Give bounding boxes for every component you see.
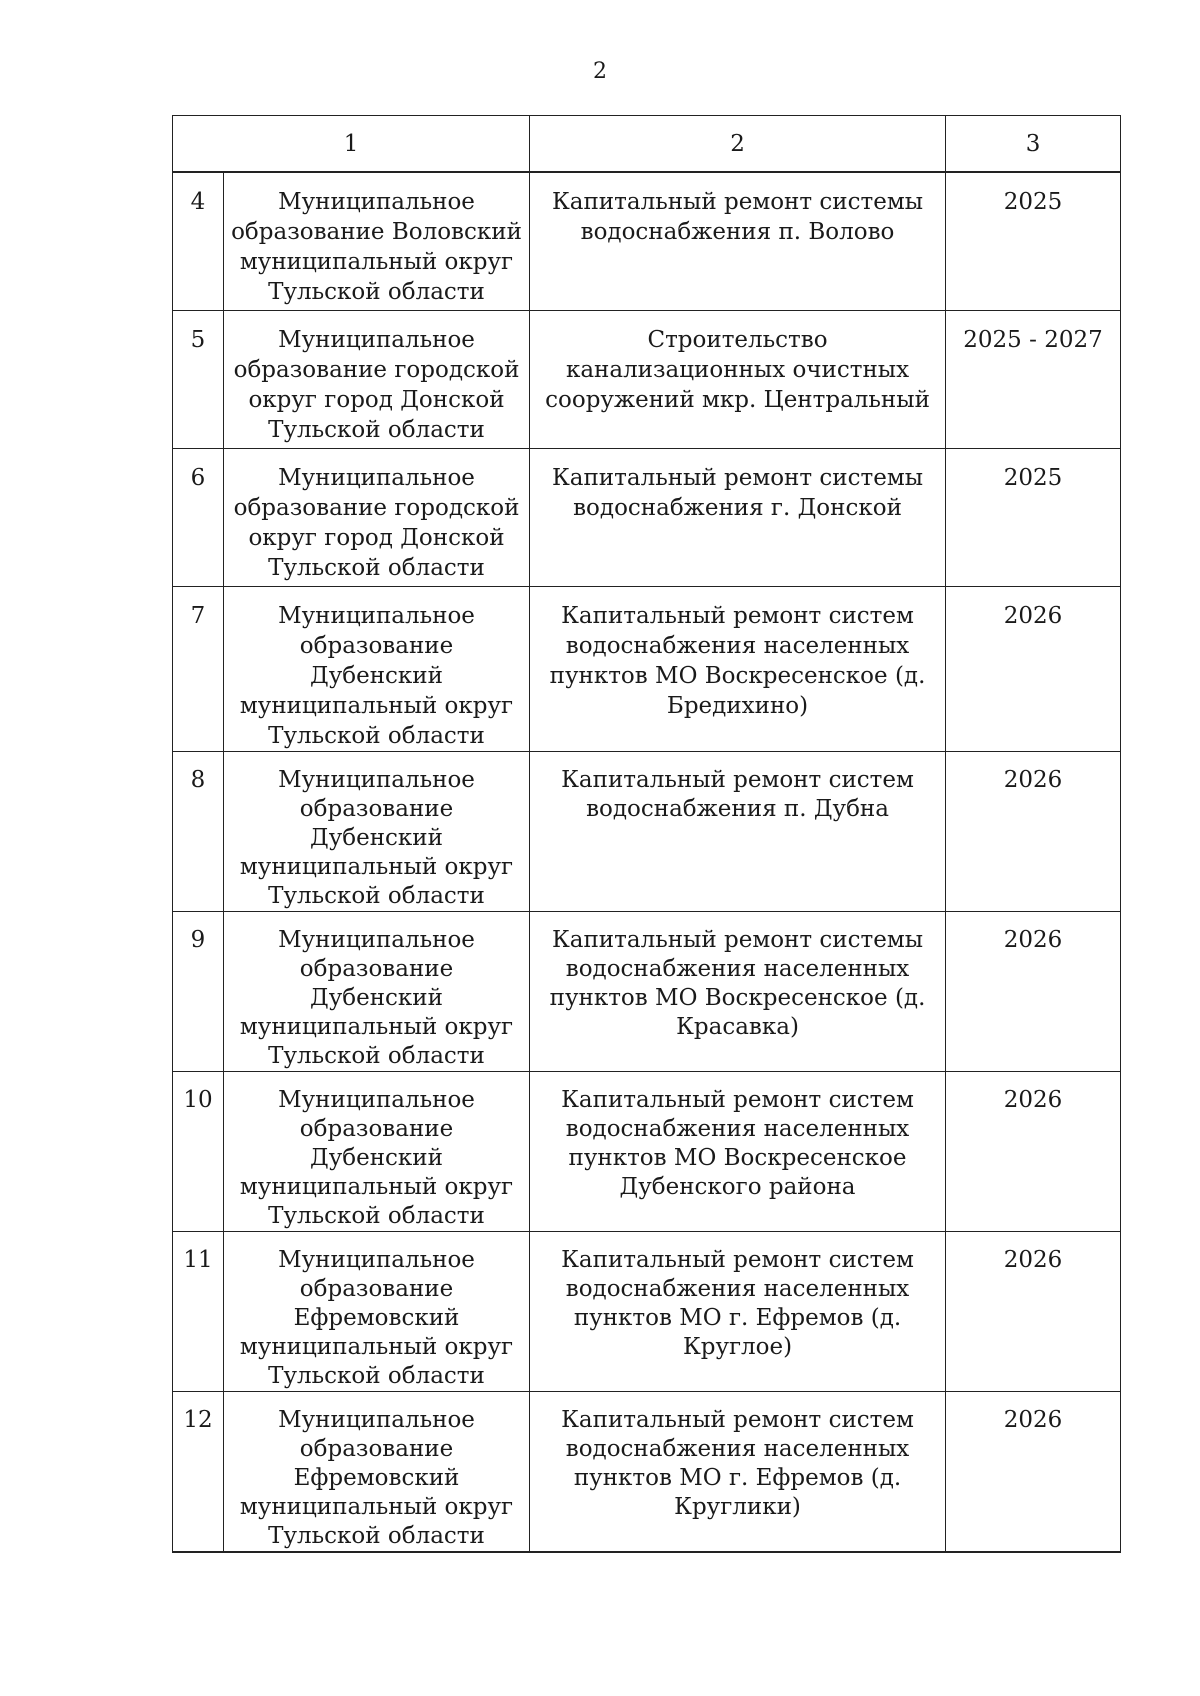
table-row — [173, 172, 1121, 310]
row-number: 10 — [173, 1071, 224, 1231]
year-cell: 2026 — [946, 911, 1121, 1071]
table-body — [173, 172, 1121, 1552]
year-cell: 2026 — [946, 751, 1121, 911]
header-cell-2: 2 — [530, 116, 946, 173]
row-number: 11 — [173, 1231, 224, 1391]
table-row — [173, 310, 1121, 448]
work-cell: Капитальный ремонт системы водоснабжения п. Волово — [530, 172, 946, 310]
work-cell: Строительство канализационных очистных сооружений мкр. Центральный — [530, 310, 946, 448]
row-number: 8 — [173, 751, 224, 911]
work-cell: Капитальный ремонт системы водоснабжения населенных пунктов МО Воскресенское (д. Красавка) — [530, 911, 946, 1071]
work-cell: Капитальный ремонт системы водоснабжения г. Донской — [530, 448, 946, 586]
table-row — [173, 751, 1121, 911]
work-cell: Капитальный ремонт систем водоснабжения населенных пунктов МО Воскресенское Дубенского района — [530, 1071, 946, 1231]
row-number: 6 — [173, 448, 224, 586]
header-cell-1: 1 — [173, 116, 530, 173]
page-number: 2 — [593, 59, 607, 84]
row-number: 7 — [173, 586, 224, 751]
work-cell: Капитальный ремонт систем водоснабжения населенных пунктов МО г. Ефремов (д. Круглое) — [530, 1231, 946, 1391]
municipality-cell: Муниципальное образование Ефремовский муниципальный округ Тульской области — [224, 1231, 530, 1391]
row-number: 12 — [173, 1391, 224, 1552]
year-cell: 2026 — [946, 1391, 1121, 1552]
table-row — [173, 1231, 1121, 1391]
header-row — [173, 116, 1121, 173]
table-row — [173, 1391, 1121, 1552]
table-header — [173, 116, 1121, 173]
municipality-cell: Муниципальное образование Воловский муниципальный округ Тульской области — [224, 172, 530, 310]
year-cell: 2025 — [946, 172, 1121, 310]
year-cell: 2026 — [946, 1071, 1121, 1231]
year-cell: 2026 — [946, 586, 1121, 751]
row-number: 4 — [173, 172, 224, 310]
year-cell: 2025 - 2027 — [946, 310, 1121, 448]
municipality-cell: Муниципальное образование городской округ город Донской Тульской области — [224, 310, 530, 448]
municipality-cell: Муниципальное образование Дубенский муниципальный округ Тульской области — [224, 751, 530, 911]
municipality-cell: Муниципальное образование городской округ город Донской Тульской области — [224, 448, 530, 586]
table-row — [173, 586, 1121, 751]
row-number: 5 — [173, 310, 224, 448]
municipality-cell: Муниципальное образование Дубенский муниципальный округ Тульской области — [224, 911, 530, 1071]
work-cell: Капитальный ремонт систем водоснабжения населенных пунктов МО г. Ефремов (д. Круглики) — [530, 1391, 946, 1552]
program-table — [172, 115, 1121, 1553]
table-row — [173, 448, 1121, 586]
header-cell-3: 3 — [946, 116, 1121, 173]
year-cell: 2025 — [946, 448, 1121, 586]
municipality-cell: Муниципальное образование Дубенский муниципальный округ Тульской области — [224, 586, 530, 751]
row-number: 9 — [173, 911, 224, 1071]
table-row — [173, 911, 1121, 1071]
municipality-cell: Муниципальное образование Дубенский муниципальный округ Тульской области — [224, 1071, 530, 1231]
year-cell: 2026 — [946, 1231, 1121, 1391]
table-row — [173, 1071, 1121, 1231]
work-cell: Капитальный ремонт систем водоснабжения населенных пунктов МО Воскресенское (д. Бредихино) — [530, 586, 946, 751]
work-cell: Капитальный ремонт систем водоснабжения п. Дубна — [530, 751, 946, 911]
municipality-cell: Муниципальное образование Ефремовский муниципальный округ Тульской области — [224, 1391, 530, 1552]
